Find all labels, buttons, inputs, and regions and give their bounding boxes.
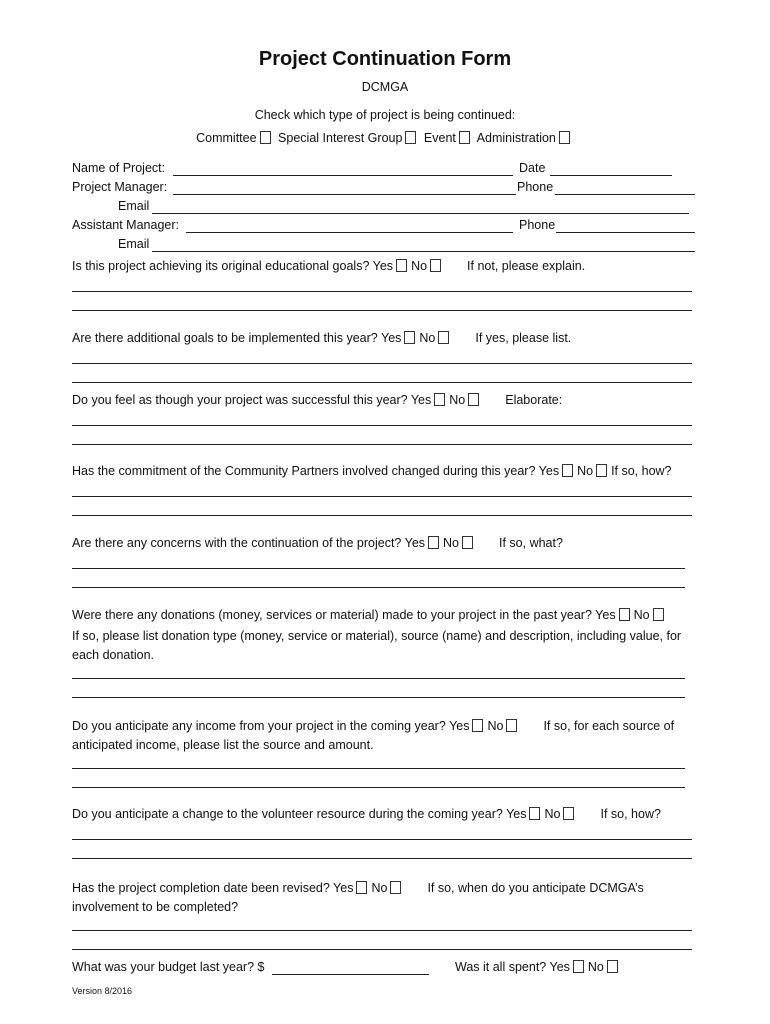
no-label: No bbox=[449, 393, 466, 407]
no-label: No bbox=[487, 719, 504, 733]
q6-answer-line-2[interactable] bbox=[72, 697, 685, 698]
special-interest-group-checkbox[interactable] bbox=[405, 131, 416, 144]
email-label: Email bbox=[118, 199, 150, 213]
q3-yes-checkbox[interactable] bbox=[434, 393, 445, 406]
no-label: No bbox=[544, 807, 561, 821]
q8-no-checkbox[interactable] bbox=[563, 807, 574, 820]
no-label: No bbox=[587, 960, 604, 974]
question-6 bbox=[72, 608, 697, 622]
option-committee-label: Committee bbox=[196, 131, 257, 145]
yes-label: Yes bbox=[538, 464, 560, 478]
project-type-instruction: Check which type of project is being continued: bbox=[254, 108, 516, 122]
question-4-text: Has the commitment of the Community Partners involved changed during this year? bbox=[72, 464, 536, 478]
yes-label: Yes bbox=[381, 331, 402, 345]
question-5-text: Are there any concerns with the continuation of the project? bbox=[72, 536, 402, 550]
question-9 bbox=[72, 879, 697, 917]
phone-label: Phone bbox=[517, 180, 554, 194]
question-2-text: Are there additional goals to be implemented this year? bbox=[72, 331, 378, 345]
option-special-interest-label: Special Interest Group bbox=[278, 131, 403, 145]
q4-answer-line-1[interactable] bbox=[72, 496, 692, 497]
q2-answer-line-2[interactable] bbox=[72, 382, 692, 383]
page-title: Project Continuation Form bbox=[258, 48, 512, 70]
q3-answer-line-1[interactable] bbox=[72, 425, 692, 426]
no-label: No bbox=[443, 536, 460, 550]
question-4-followup: If so, how? bbox=[611, 464, 672, 478]
yes-label: Yes bbox=[372, 259, 394, 273]
option-event-label: Event bbox=[423, 131, 456, 145]
administration-checkbox[interactable] bbox=[559, 131, 570, 144]
yes-label: Yes bbox=[506, 807, 527, 821]
assistant-phone-field[interactable] bbox=[556, 232, 695, 233]
q5-no-checkbox[interactable] bbox=[462, 536, 473, 549]
version-label: Version 8/2016 bbox=[72, 986, 133, 996]
q5-yes-checkbox[interactable] bbox=[428, 536, 439, 549]
q1-no-checkbox[interactable] bbox=[430, 259, 441, 272]
budget-amount-field[interactable] bbox=[272, 974, 429, 975]
question-8 bbox=[72, 807, 697, 821]
q4-yes-checkbox[interactable] bbox=[562, 464, 573, 477]
q5-answer-line-1[interactable] bbox=[72, 568, 685, 569]
no-label: No bbox=[419, 331, 436, 345]
q9-answer-line-2[interactable] bbox=[72, 949, 692, 950]
q8-answer-line-1[interactable] bbox=[72, 839, 692, 840]
q2-no-checkbox[interactable] bbox=[438, 331, 449, 344]
question-6-followup: If so, please list donation type (money, service or material), source (name) and description, including value, for each donation. bbox=[72, 629, 682, 662]
q8-answer-line-2[interactable] bbox=[72, 858, 692, 859]
q4-no-checkbox[interactable] bbox=[596, 464, 607, 477]
question-9-text: Has the project completion date been revised? bbox=[72, 881, 330, 895]
q9-answer-line-1[interactable] bbox=[72, 930, 692, 931]
q1-yes-checkbox[interactable] bbox=[396, 259, 407, 272]
committee-checkbox[interactable] bbox=[260, 131, 271, 144]
assistant-phone-label: Phone bbox=[519, 218, 556, 232]
assistant-manager-label: Assistant Manager: bbox=[72, 218, 179, 232]
budget-label: What was your budget last year? $ bbox=[72, 960, 265, 974]
project-name-label: Name of Project: bbox=[72, 161, 166, 175]
no-label: No bbox=[633, 608, 650, 622]
question-2-followup: If yes, please list. bbox=[475, 331, 572, 345]
project-manager-phone-field[interactable] bbox=[555, 194, 695, 195]
yes-label: Yes bbox=[595, 608, 616, 622]
question-4 bbox=[72, 464, 697, 478]
budget-spent-yes-checkbox[interactable] bbox=[573, 960, 584, 973]
q2-answer-line-1[interactable] bbox=[72, 363, 692, 364]
q4-answer-line-2[interactable] bbox=[72, 515, 692, 516]
yes-label: Yes bbox=[549, 960, 570, 974]
question-7-followup: If so, for each source of anticipated income, please list the source and amount. bbox=[72, 719, 675, 752]
q7-no-checkbox[interactable] bbox=[506, 719, 517, 732]
q3-no-checkbox[interactable] bbox=[468, 393, 479, 406]
q7-yes-checkbox[interactable] bbox=[472, 719, 483, 732]
yes-label: Yes bbox=[333, 881, 354, 895]
q3-answer-line-2[interactable] bbox=[72, 444, 692, 445]
q6-yes-checkbox[interactable] bbox=[619, 608, 630, 621]
question-3-followup: Elaborate: bbox=[505, 393, 563, 407]
q7-answer-line-2[interactable] bbox=[72, 787, 685, 788]
q7-answer-line-1[interactable] bbox=[72, 768, 685, 769]
q6-answer-line-1[interactable] bbox=[72, 678, 685, 679]
q9-yes-checkbox[interactable] bbox=[356, 881, 367, 894]
q2-yes-checkbox[interactable] bbox=[404, 331, 415, 344]
no-label: No bbox=[577, 464, 594, 478]
date-label: Date bbox=[519, 161, 546, 175]
project-name-field[interactable] bbox=[173, 175, 513, 176]
question-5 bbox=[72, 536, 697, 550]
q8-yes-checkbox[interactable] bbox=[529, 807, 540, 820]
q9-no-checkbox[interactable] bbox=[390, 881, 401, 894]
question-2 bbox=[72, 331, 697, 345]
budget-spent-label: Was it all spent? bbox=[455, 960, 547, 974]
question-7-text: Do you anticipate any income from your project in the coming year? bbox=[72, 719, 446, 733]
yes-label: Yes bbox=[449, 719, 470, 733]
assistant-email-label: Email bbox=[118, 237, 150, 251]
no-label: No bbox=[371, 881, 388, 895]
question-3-text: Do you feel as though your project was successful this year? bbox=[72, 393, 408, 407]
q1-answer-line-1[interactable] bbox=[72, 291, 692, 292]
q5-answer-line-2[interactable] bbox=[72, 587, 685, 588]
question-8-text: Do you anticipate a change to the volunteer resource during the coming year? bbox=[72, 807, 503, 821]
no-label: No bbox=[411, 259, 428, 273]
option-administration-label: Administration bbox=[476, 131, 556, 145]
question-3 bbox=[72, 393, 697, 407]
question-8-followup: If so, how? bbox=[600, 807, 661, 821]
question-6-text: Were there any donations (money, services or material) made to your project in the past year? bbox=[72, 608, 592, 622]
yes-label: Yes bbox=[410, 393, 432, 407]
budget-spent bbox=[455, 960, 622, 974]
organization-name: DCMGA bbox=[361, 80, 409, 94]
project-manager-email-field[interactable] bbox=[152, 213, 689, 214]
budget-spent-no-checkbox[interactable] bbox=[607, 960, 618, 973]
date-field[interactable] bbox=[550, 175, 672, 176]
assistant-manager-field[interactable] bbox=[186, 232, 513, 233]
question-1-followup: If not, please explain. bbox=[467, 259, 586, 273]
question-1 bbox=[72, 259, 697, 273]
q1-answer-line-2[interactable] bbox=[72, 310, 692, 311]
project-manager-label: Project Manager: bbox=[72, 180, 168, 194]
project-type-options bbox=[0, 131, 770, 145]
yes-label: Yes bbox=[404, 536, 426, 550]
assistant-email-field[interactable] bbox=[152, 251, 695, 252]
project-manager-field[interactable] bbox=[173, 194, 516, 195]
question-5-followup: If so, what? bbox=[499, 536, 563, 550]
question-1-text: Is this project achieving its original educational goals? bbox=[72, 259, 370, 273]
q6-no-checkbox[interactable] bbox=[653, 608, 664, 621]
question-9-followup: If so, when do you anticipate DCMGA’s involvement to be completed? bbox=[72, 881, 644, 914]
event-checkbox[interactable] bbox=[459, 131, 470, 144]
question-7 bbox=[72, 717, 697, 755]
